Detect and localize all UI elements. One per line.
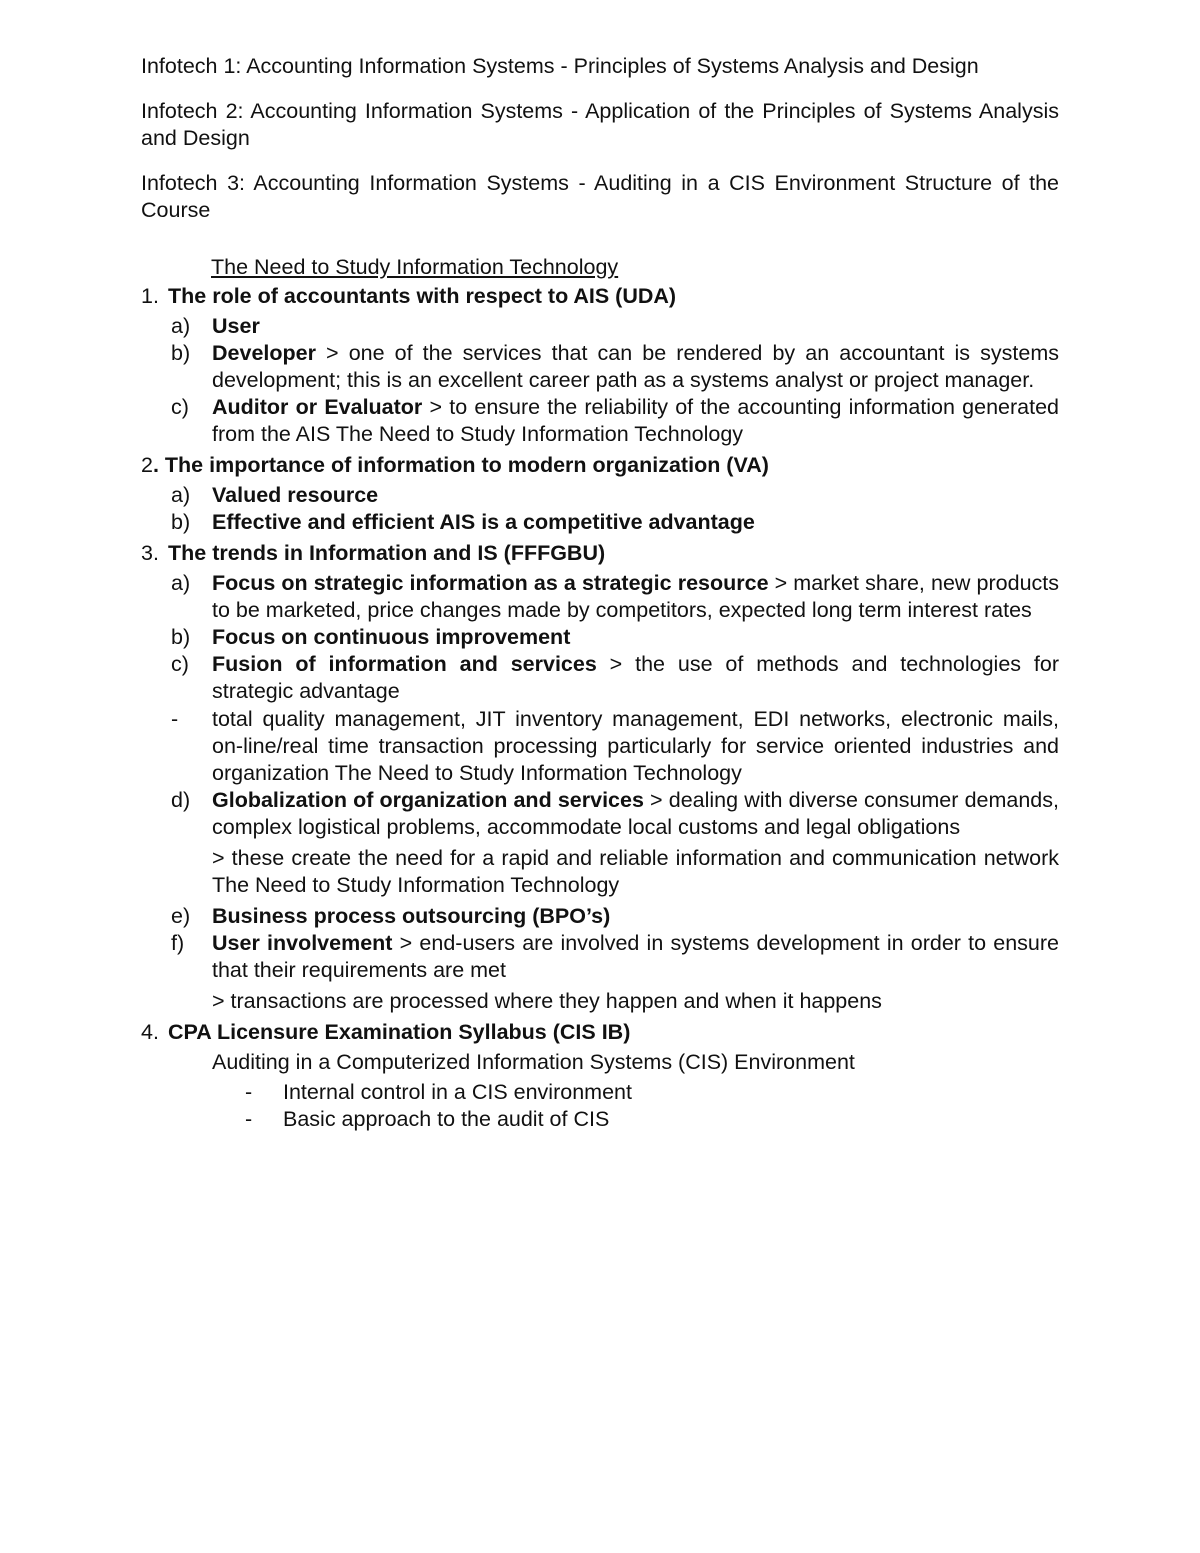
sub-item-bold: Focus on continuous improvement: [212, 625, 571, 649]
sub-item-2a: [171, 482, 1059, 509]
sub-item-1c: [171, 394, 1059, 448]
sub-label: a): [171, 314, 191, 338]
list-number: 4.: [141, 1020, 159, 1044]
sub-label: f): [171, 931, 185, 955]
sub-item-text: > market share, new products to be marketed, price changes made by competitors, expected long term interest rates: [212, 571, 1059, 622]
sub-label: a): [171, 571, 191, 595]
continuation-3d: > these create the need for a rapid and reliable information and communication network The Need to Study Information Technology: [212, 846, 1059, 897]
continuation-3f: > transactions are processed where they happen and when it happens: [212, 989, 882, 1013]
sub-label: b): [171, 625, 191, 649]
sub-item-3b: [171, 624, 1059, 651]
dash-label: -: [245, 1107, 253, 1131]
dash-item-2: [245, 1106, 1059, 1133]
list-heading: . The importance of information to modern organization (VA): [152, 453, 769, 477]
sub-item-text: > to ensure the reliability of the accounting information generated from the AIS The Need to Study Information Technology: [212, 395, 1059, 446]
sub-item-2b: [171, 509, 1059, 536]
intro-paragraph-1: Infotech 1: Accounting Information Systems - Principles of Systems Analysis and Design: [141, 54, 979, 78]
list-subtitle: Auditing in a Computerized Information Systems (CIS) Environment: [212, 1050, 855, 1074]
sub-item-bold: Focus on strategic information as a strategic resource: [212, 571, 769, 595]
dash-text: Basic approach to the audit of CIS: [283, 1107, 610, 1131]
list-heading: The trends in Information and IS (FFFGBU): [168, 541, 606, 565]
sub-label: d): [171, 788, 191, 812]
sub-label: c): [171, 652, 189, 676]
list-item-2: [141, 452, 1059, 479]
sub-item-1b: [171, 340, 1059, 394]
sub-label: e): [171, 904, 191, 928]
document-body: [141, 53, 1059, 1133]
sub-item-bold: Globalization of organization and services: [212, 788, 644, 812]
sub-item-bold: Business process outsourcing (BPO’s): [212, 904, 611, 928]
sub-label: b): [171, 510, 191, 534]
list-heading: The role of accountants with respect to AIS (UDA): [168, 284, 677, 308]
sub-item-text: > one of the services that can be rendered by an accountant is systems development; this is an excellent career path as a systems analyst or project manager.: [212, 341, 1059, 392]
dash-label: -: [245, 1080, 253, 1104]
sub-item-1a: [171, 313, 1059, 340]
sub-item-bold: Valued resource: [212, 483, 379, 507]
sub-item-bold: Fusion of information and services: [212, 652, 597, 676]
sub-label: a): [171, 483, 191, 507]
sub-item-3d: [171, 787, 1059, 841]
sub-item-text: total quality management, JIT inventory management, EDI networks, electronic mails, on-line/real time transaction processing particularly for service oriented industries and organization The Need to Study Information Technology: [212, 707, 1059, 785]
dash-label: -: [171, 707, 179, 731]
list-number: 2: [141, 453, 153, 477]
sub-label: c): [171, 395, 189, 419]
sub-item-3-dash: [171, 706, 1059, 787]
list-heading: CPA Licensure Examination Syllabus (CIS IB): [168, 1020, 631, 1044]
list-number: 1.: [141, 284, 159, 308]
sub-item-bold: Developer: [212, 341, 316, 365]
sub-item-text: > the use of methods and technologies for strategic advantage: [212, 652, 1059, 703]
list-item-4: [141, 1019, 1059, 1046]
section-title: The Need to Study Information Technology: [211, 255, 619, 279]
intro-paragraph-3: Infotech 3: Accounting Information Systems - Auditing in a CIS Environment Structure of the Course: [141, 171, 1059, 222]
list-item-1: [141, 283, 1059, 310]
sub-item-3a: [171, 570, 1059, 624]
list-item-3: [141, 540, 1059, 567]
sub-item-bold: User involvement: [212, 931, 393, 955]
sub-item-3e: [171, 903, 1059, 930]
sub-item-3c: [171, 651, 1059, 705]
sub-item-bold: Auditor or Evaluator: [212, 395, 423, 419]
sub-item-bold: Effective and efficient AIS is a competitive advantage: [212, 510, 755, 534]
dash-text: Internal control in a CIS environment: [283, 1080, 632, 1104]
dash-item-1: [245, 1079, 1059, 1106]
sub-item-text: > end-users are involved in systems development in order to ensure that their requirements are met: [212, 931, 1060, 982]
sub-label: b): [171, 341, 191, 365]
sub-item-bold: User: [212, 314, 260, 338]
list-number: 3.: [141, 541, 159, 565]
intro-paragraph-2: Infotech 2: Accounting Information Systems - Application of the Principles of Systems Analysis and Design: [141, 99, 1059, 150]
sub-item-3f: [171, 930, 1059, 984]
sub-item-text: > dealing with diverse consumer demands, complex logistical problems, accommodate local customs and legal obligations: [212, 788, 1059, 839]
